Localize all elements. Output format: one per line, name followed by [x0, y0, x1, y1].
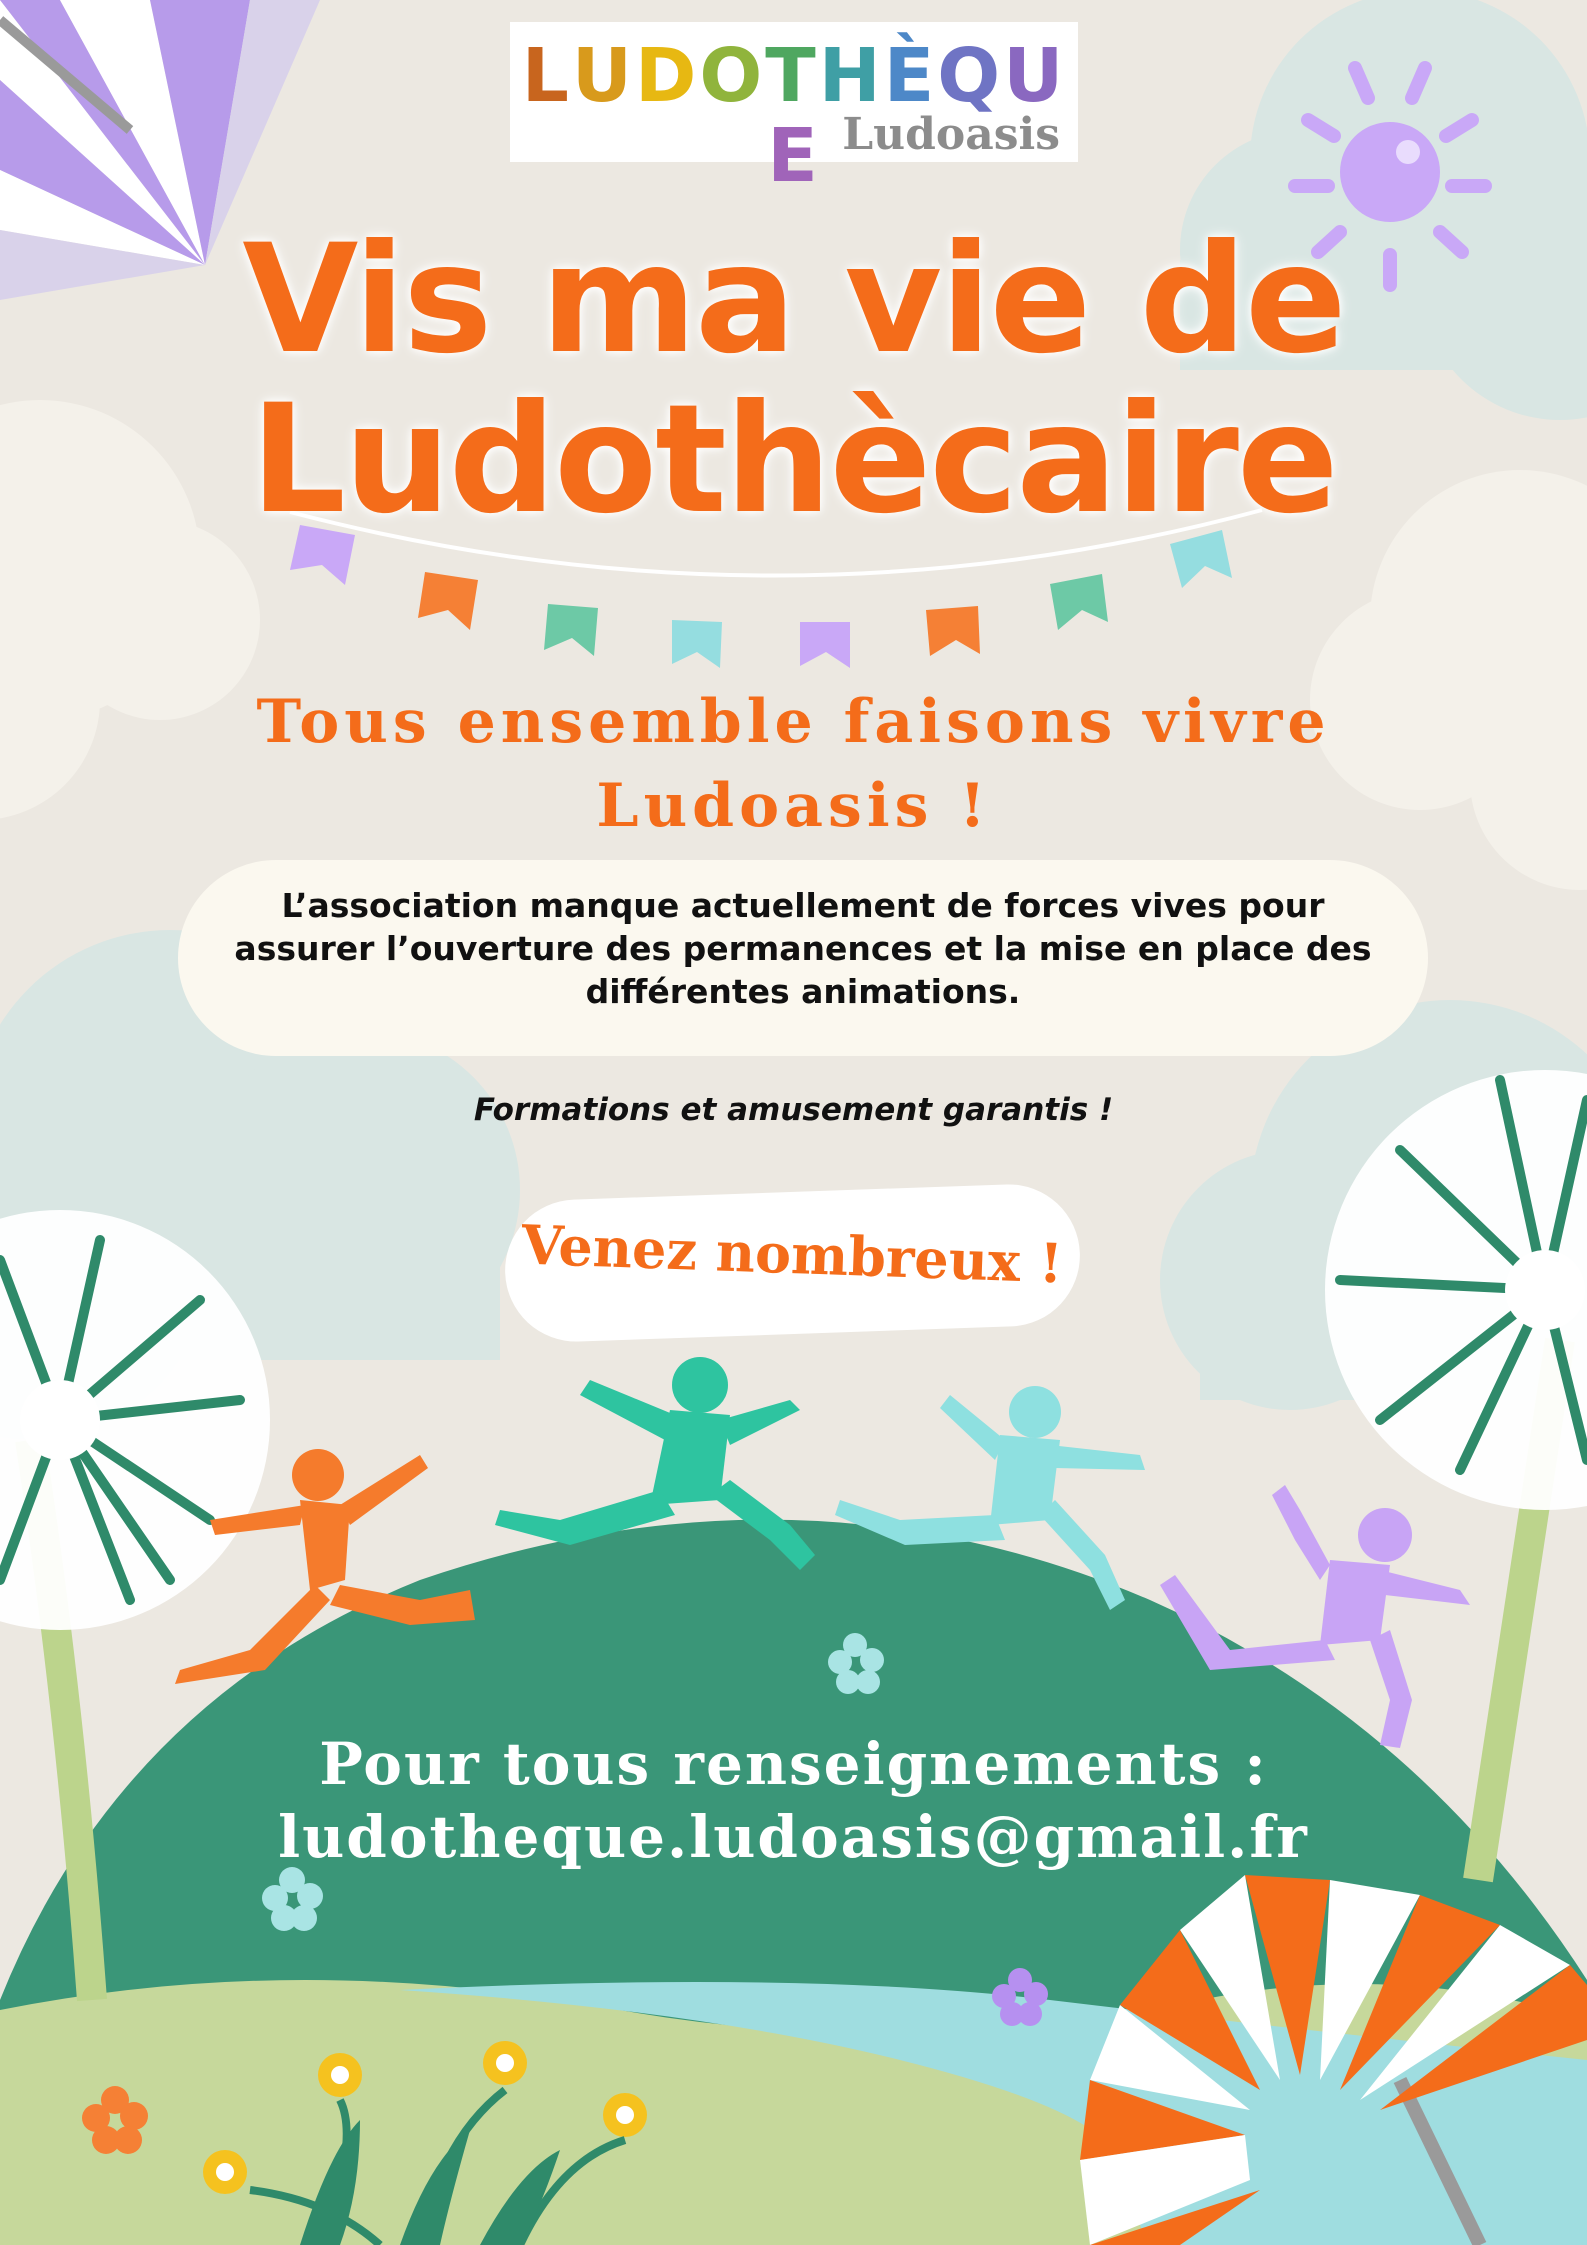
tagline: Formations et amusement garantis ! [473, 1092, 1114, 1128]
logo-letter: D [634, 33, 700, 119]
logo-letter: O [699, 33, 766, 119]
title-line-2: Ludothècaire [250, 373, 1337, 547]
contact-label: Pour tous renseignements : [319, 1730, 1268, 1798]
cta-text: Venez nombreux ! [520, 1212, 1064, 1296]
logo-letter: T [765, 33, 819, 119]
subtitle-line-2: Ludoasis ! [596, 771, 991, 841]
info-text: L’association manque actuellement de forces vives pour assurer l’ouverture des permanences et la mise en place des différentes animations. [234, 886, 1372, 1011]
subtitle-line-1: Tous ensemble faisons vivre [256, 687, 1331, 757]
contact-email-link[interactable]: ludotheque.ludoasis@gmail.fr [278, 1803, 1309, 1871]
logo-letter: L [521, 33, 572, 119]
logo-subtitle: Ludoasis [842, 109, 1060, 160]
logo-letter: È [883, 33, 938, 119]
logo-letter: E [767, 113, 821, 199]
logo-letter: U [571, 33, 635, 119]
logo-letter: Q [937, 33, 1004, 119]
logo-letter: U [1003, 33, 1067, 119]
title-line-1: Vis ma vie de [242, 213, 1345, 387]
cta-pill [503, 1182, 1083, 1344]
info-box [178, 860, 1428, 1056]
logo [510, 22, 1078, 199]
logo-letter: H [818, 33, 884, 119]
